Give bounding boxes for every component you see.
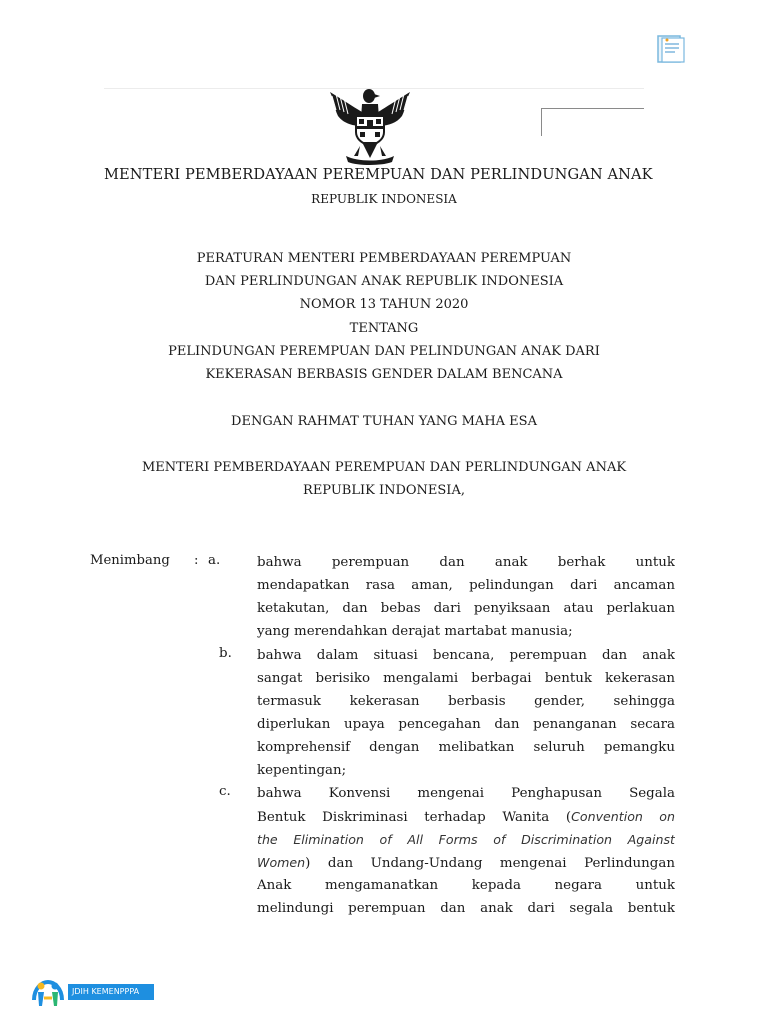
- title-number: NOMOR 13 TAHUN 2020: [299, 297, 469, 312]
- consideration-item-c: [257, 782, 675, 920]
- item-c-italic: Women: [257, 855, 306, 870]
- item-c-line: Anak mengamanatkan kepada negara untuk: [257, 878, 675, 893]
- item-c-text: Bentuk Diskriminasi terhadap Wanita (: [257, 810, 572, 825]
- item-a-line: bahwa perempuan dan anak berhak untuk: [257, 555, 675, 570]
- item-c-line: [257, 805, 675, 828]
- item-b-line: sangat berisiko mengalami berbagai bentuk kekerasan: [257, 671, 675, 686]
- item-c-line: [257, 851, 675, 874]
- item-letter-b: b.: [219, 646, 232, 661]
- garuda-emblem-icon: [322, 86, 418, 168]
- item-a-line: yang merendahkan derajat martabat manusia;: [257, 624, 573, 639]
- item-letter-c: c.: [219, 784, 231, 799]
- consideration-item-b: [257, 644, 675, 782]
- item-c-italic: Convention on: [571, 809, 675, 824]
- item-b-line: termasuk kekerasan berbasis gender, sehingga: [257, 694, 675, 709]
- item-c-line: bahwa Konvensi mengenai Penghapusan Segala: [257, 786, 675, 801]
- title-about: TENTANG: [349, 321, 419, 336]
- stamp-box-left-edge: [541, 108, 542, 136]
- title-subject-1: PELINDUNGAN PEREMPUAN DAN PELINDUNGAN ANAK DARI: [168, 344, 600, 359]
- item-c-text: ) dan Undang-Undang mengenai Perlindungan: [305, 856, 675, 871]
- minister-line-2: REPUBLIK INDONESIA,: [303, 483, 465, 498]
- considering-label: Menimbang: [90, 553, 170, 568]
- jdih-logo-icon: [30, 976, 66, 1010]
- item-letter-a: a.: [208, 553, 221, 568]
- item-b-line: komprehensif dengan melibatkan seluruh pemangku: [257, 740, 675, 755]
- item-c-line: melindungi perempuan dan anak dari segala bentuk: [257, 901, 675, 916]
- considering-colon: :: [194, 553, 199, 568]
- item-c-line: [257, 828, 675, 851]
- consideration-item-a: [257, 551, 675, 643]
- title-subject-2: KEKERASAN BERBASIS GENDER DALAM BENCANA: [205, 367, 563, 382]
- minister-line-1: MENTERI PEMBERDAYAAN PEREMPUAN DAN PERLINDUNGAN ANAK: [141, 460, 627, 475]
- item-a-line: mendapatkan rasa aman, pelindungan dari ancaman: [257, 578, 675, 593]
- republic-header: REPUBLIK INDONESIA: [311, 192, 457, 206]
- item-a-line: ketakutan, dan bebas dari penyiksaan atau perlakuan: [257, 601, 675, 616]
- item-c-italic: the Elimination of All Forms of Discrimination Against: [257, 832, 675, 847]
- title-line-2: DAN PERLINDUNGAN ANAK REPUBLIK INDONESIA: [204, 274, 564, 289]
- document-corner-icon: [655, 34, 685, 64]
- item-b-line: diperlukan upaya pencegahan dan penanganan secara: [257, 717, 675, 732]
- item-b-line: kepentingan;: [257, 763, 347, 778]
- footer-jdih-label[interactable]: JDIH KEMENPPPA: [68, 984, 154, 1000]
- item-b-line: bahwa dalam situasi bencana, perempuan dan anak: [257, 648, 675, 663]
- blessing-line: DENGAN RAHMAT TUHAN YANG MAHA ESA: [231, 414, 537, 429]
- title-line-1: PERATURAN MENTERI PEMBERDAYAAN PEREMPUAN: [196, 251, 572, 266]
- ministry-header: MENTERI PEMBERDAYAAN PEREMPUAN DAN PERLINDUNGAN ANAK: [104, 166, 653, 183]
- stamp-box-top-edge: [541, 108, 644, 109]
